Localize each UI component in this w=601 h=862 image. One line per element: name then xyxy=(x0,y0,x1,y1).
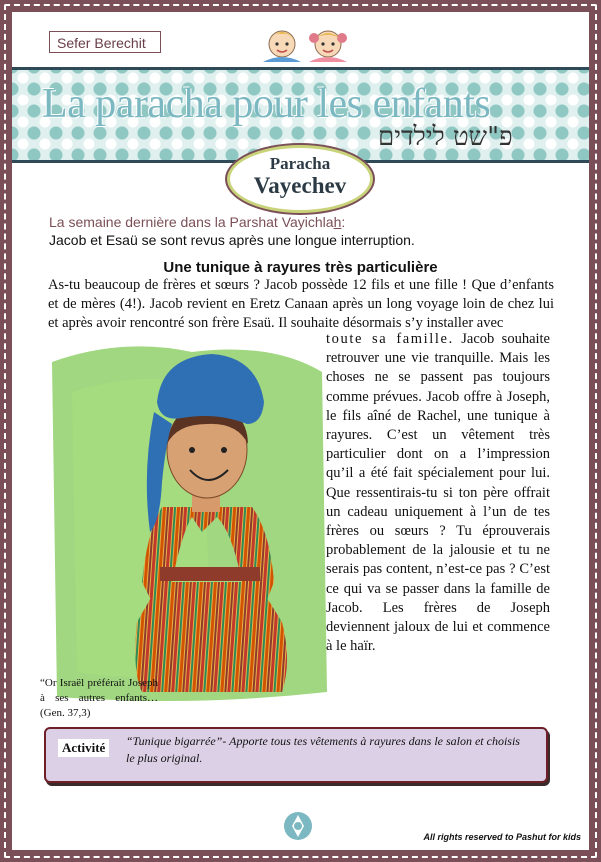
article-heading: Une tunique à rayures très particulière xyxy=(163,259,438,276)
joseph-drawing xyxy=(42,332,332,712)
page xyxy=(12,12,589,850)
rights-notice: All rights reserved to Pashut for kids xyxy=(423,832,581,842)
last-week-label-underlined: h xyxy=(333,214,342,230)
kids-icon xyxy=(258,22,354,64)
pashut-logo-icon xyxy=(282,810,314,842)
book-label: Sefer Berechit xyxy=(49,31,161,53)
parasha-badge xyxy=(227,145,373,213)
badge-line1: Paracha xyxy=(269,154,331,173)
article-col-rest: Jacob souhaite retrouver une vie tranquille. Mais les choses ne se passent pas toujours comme prévues. Jacob offre à Joseph, le fils aîné de Rachel, une tunique à rayures. C’est un vêtement très particulier dont on a l’impression qu’il a été fait spécialement pour lui. Que ressentirais-tu si ton père offrait un cadeau uniquement à l’un de tes frères ou sœurs ? Tu éprouverais probablement de la jalousie et tu ne serais pas content, n’est-ce pas ? C’est ce qui va se passer dans la famille de Jacob. Les frères de Joseph deviennent jaloux de lui et commence à le haïr. xyxy=(326,331,550,655)
last-week-label-suffix: : xyxy=(341,214,346,230)
article-col-first: toute sa famille. xyxy=(326,331,454,347)
last-week-label xyxy=(49,214,345,230)
badge-line2: Vayechev xyxy=(253,173,347,198)
page-title: La paracha pour les enfants xyxy=(42,81,491,127)
activity-text: “Tunique bigarrée”- Apporte tous tes vêtements à rayures dans le salon et choisis le plus original. xyxy=(126,734,520,765)
header-band-top-edge xyxy=(12,67,589,70)
drawing-caption: “Or Israël préférait Joseph à ses autres enfants…(Gen. 37,3) xyxy=(40,677,158,719)
activity-box xyxy=(44,727,548,783)
last-week-label-prefix: La semaine dernière dans la Parshat Vayichla xyxy=(49,214,334,230)
last-week-summary: Jacob et Esaü se sont revus après une longue interruption. xyxy=(49,232,415,248)
article-intro: As-tu beaucoup de frères et sœurs ? Jacob possède 12 fils et une fille ! Que d’enfants et de mères (4!). Jacob revient en Eretz Canaan après un long voyage loin de chez lui et après avoir rencontré son frère Esaü. Il souhaite désormais s’y installer avec xyxy=(48,277,554,331)
article-right-column xyxy=(326,330,550,656)
activity-label: Activité xyxy=(58,739,109,757)
hebrew-subtitle: פ"שט לילדים xyxy=(378,122,513,152)
